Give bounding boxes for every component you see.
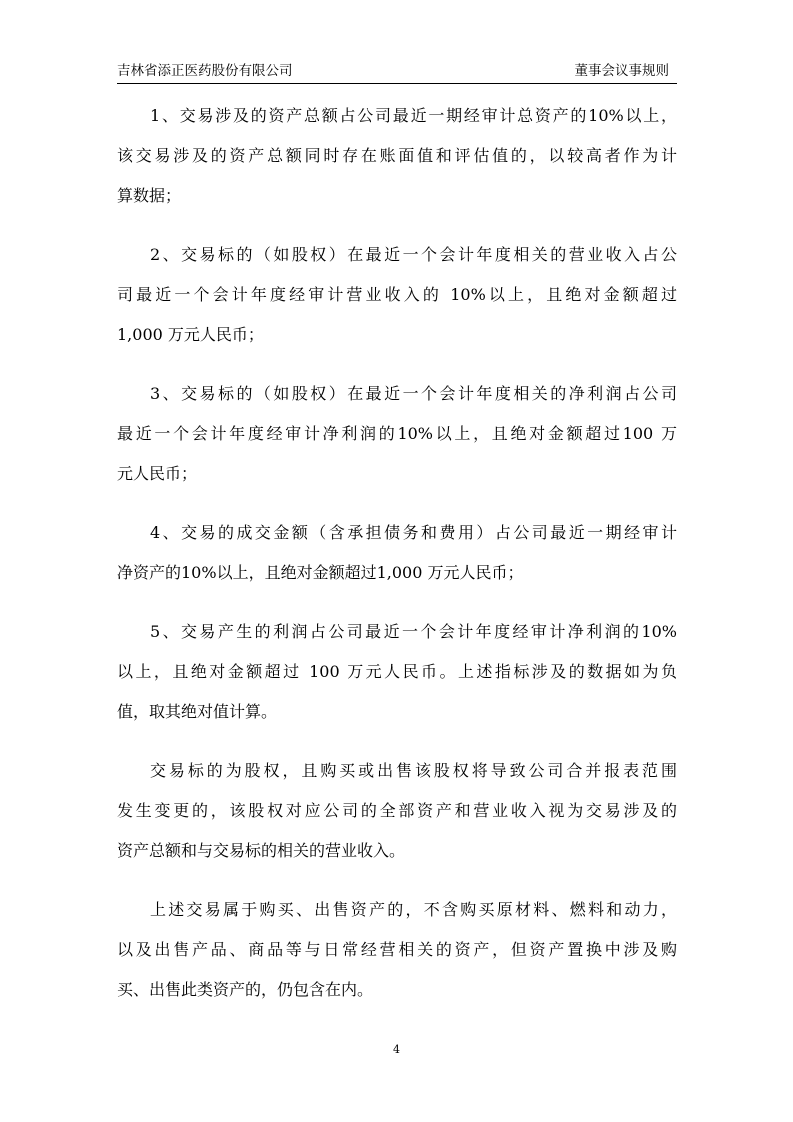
asset-transaction-paragraph	[117, 890, 677, 1010]
paragraph-line: 4、交易的成交金额（含承担债务和费用）占公司最近一期经审计	[150, 523, 677, 542]
paragraph-line: 净资产的10%以上，且绝对金额超过1,000 万元人民币；	[117, 563, 524, 582]
paragraph-line: 以及出售产品、商品等与日常经营相关的资产，但资产置换中涉及购	[117, 940, 677, 959]
clause-5	[117, 612, 677, 732]
clause-1	[117, 96, 677, 216]
paragraph-line: 2、交易标的（如股权）在最近一个会计年度相关的营业收入占公	[150, 245, 677, 264]
paragraph-line: 最近一个会计年度经审计净利润的10%以上，且绝对金额超过100 万	[117, 424, 677, 443]
paragraph-line: 值，取其绝对值计算。	[117, 702, 278, 721]
paragraph-line: 资产总额和与交易标的相关的营业收入。	[117, 841, 406, 860]
paragraph-line: 3、交易标的（如股权）在最近一个会计年度相关的净利润占公司	[150, 384, 677, 403]
paragraph-line: 买、出售此类资产的，仍包含在内。	[117, 980, 374, 999]
paragraph-line: 以上，且绝对金额超过 100 万元人民币。上述指标涉及的数据如为负	[117, 662, 677, 681]
paragraph-line: 5、交易产生的利润占公司最近一个会计年度经审计净利润的10%	[150, 622, 677, 641]
equity-transaction-paragraph	[117, 751, 677, 871]
paragraph-line: 1,000 万元人民币；	[117, 325, 264, 344]
paragraph-line: 元人民币；	[117, 464, 198, 483]
document-title: 董事会议事规则	[574, 63, 669, 79]
document-body	[117, 96, 677, 1010]
paragraph-line: 算数据；	[117, 186, 182, 205]
company-name: 吉林省添正医药股份有限公司	[117, 63, 293, 79]
paragraph-line: 交易标的为股权，且购买或出售该股权将导致公司合并报表范围	[150, 761, 677, 780]
page-number: 4	[393, 1043, 400, 1056]
paragraph-line: 司最近一个会计年度经审计营业收入的 10%以上，且绝对金额超过	[117, 285, 677, 304]
clause-3	[117, 374, 677, 494]
paragraph-line: 发生变更的，该股权对应公司的全部资产和营业收入视为交易涉及的	[117, 801, 677, 820]
paragraph-line: 该交易涉及的资产总额同时存在账面值和评估值的，以较高者作为计	[117, 146, 677, 165]
paragraph-line: 上述交易属于购买、出售资产的，不含购买原材料、燃料和动力，	[150, 900, 677, 919]
page-header	[117, 59, 677, 83]
paragraph-line: 1、交易涉及的资产总额占公司最近一期经审计总资产的10%以上，	[150, 106, 677, 125]
clause-2	[117, 235, 677, 355]
clause-4	[117, 513, 677, 593]
header-divider	[117, 83, 677, 84]
